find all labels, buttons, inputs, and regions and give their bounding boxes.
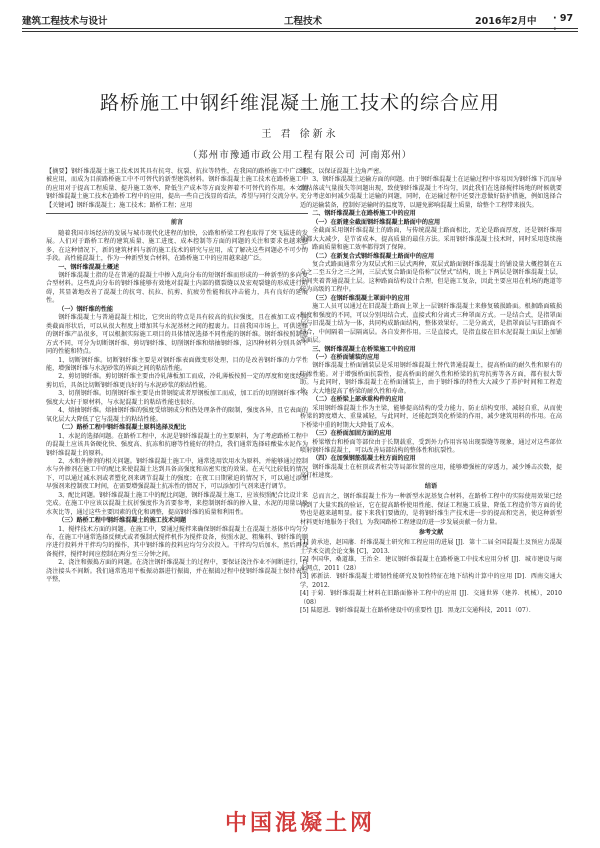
right-paragraph: （四）在加强钢筋混凝土柱方面的应用 — [312, 455, 416, 463]
left-paragraph: 2、水和外掺剂的相关问题。钢纤维混凝土施工中，通常选用饮用水为原料，并能够通过控制水与外掺剂在施工中的配比来使混凝土达到具备高强度和高密实度的效果。在天气比较低的情况下，可以通过减水剂或者塑化剂来调节混凝土的强度；在夜工日期紧迫的情况下，可以通过添加早强剂来控制夜工时间，在需要增强混凝土抗冻性的情况下，可以添加引气剂来进行调节。 — [46, 457, 308, 491]
left-paragraph: 2、浇注和振捣方面的问题。在浇注钢纤维混凝土的过程中，要保证浇注作业不间断进行，且浇注接头不间断。我们通常选用平板振动器进行振捣，并在振捣过程中使钢纤维混凝土保持表层平整， — [46, 559, 308, 584]
right-paragraph: [2] 李国华，桑道雄，王治全．建议钢纤维混凝土在路桥施工中技术应用分析 [J]．城市建设与商业网点，2011（28） — [300, 556, 562, 572]
right-paragraph: （二）在桥梁上部承重构件的应用 — [312, 396, 404, 404]
right-paragraph: 总而言之，钢纤维混凝土作为一种新型水泥基复合材料，在路桥工程中的实际使用效果已经得到了大量实践的验证，它在提高路桥使用性能、保证工程施工质量、降低工程造价等方面的优势也是越来越明显。接下来我们要做的，是将钢纤维生产技术进一步的提高和完善，使这种新型材料更好地服务于我们，为我国路桥工程建设的进一步发展贡献一份力量。 — [300, 493, 562, 526]
header-rule-thin — [22, 31, 578, 32]
right-paragraph: 二、钢纤维混凝土在路桥施工中的应用 — [312, 210, 416, 218]
left-paragraph: 1、搅拌技术方面的问题。在施工中，要通过搅拌来确保钢纤维混凝土在混凝土基体中均匀分布，在施工中通常选择反倾式或者强制式搅拌机作为搅拌设备，按照水泥、粗集料、钢纤维的顺序进行投料并干拌均匀的操作，其中钢纤维的投料应均匀分次投入。干拌均匀后加水，然后再设备搅拌，搅拌时间应控制在两分至三分钟之间。 — [46, 525, 308, 558]
right-column — [300, 168, 562, 616]
left-paragraph: 3、配比问题。钢纤维混凝土施工中的配比问题，钢纤维混凝土施工，应该按照配合比设计来完成。在施工中应该以混凝土抗折强度作为首要参考，来控制钢纤维的掺入量、水泥的用量以及水灰比等，通过这些主要因素的优化和调整，提高钢纤维的质量和利用性。 — [46, 491, 308, 516]
right-paragraph: （一）在新建全截面钢纤维混凝土路面中的应用 — [312, 218, 441, 226]
left-paragraph: 【关键词】钢纤维混凝土；施工技术；路桥工程；应用 — [46, 202, 308, 214]
right-paragraph: 三、钢纤维混凝土在桥梁施工中的应用 — [312, 345, 416, 353]
left-paragraph: 前言 — [170, 219, 184, 227]
left-paragraph: 随着我国市场经济的发展与城市现代化进程的加快，公路和桥梁工程也取得了突飞猛进的发展。人们对于路桥工程的建筑质量、施工进度、成本控制等方面的问题的关注和要求也越来越多，在这种情况下，新的建筑材料与新的施工技术的研究与应用，成了解决这些问题必不可少的手段。高性能混凝土，作为一种新型复合材料，在路桥施工中的应用越来越广泛。 — [46, 229, 308, 263]
left-paragraph: 1、切断钢纤维。切断钢纤维主要是对钢纤维表面做变形处理，目的是改善钢纤维的力学性能，增强钢纤维与水泥砂浆的界面之间的粘结性能。 — [46, 356, 308, 372]
affiliation-line: （郑州市豫通市政公用工程有限公司 河南郑州） — [187, 150, 413, 161]
right-paragraph: 施工人员可以通过在旧混凝土路面上罩上一层钢纤维混凝土来修复破损路面。根据路面破损程度和强度的不同，可以分别用结合式、直接式和分离式三种罩面方式。一是结合式，是指罩面层与旧混凝土结为一体，共同构成路面结构，整体效果好。二是分离式，是指罩面层与旧路面不结合，中间隔着一层隔离层。各自发挥作用。三是直接式，是指直接在旧水泥混凝土面层上加铺罩面层。 — [300, 303, 562, 345]
right-paragraph: [3] 郭新法．钢纤维混凝土增韧性能研究及韧性特征在地下结构计算中的应用 [D]．西南交通大学，2012. — [300, 573, 562, 589]
left-paragraph: 1、水泥的选择问题。在路桥工程中，水泥是钢纤维混凝土的主要原料，为了考虑路桥工程中的混凝土应该具备硬化快、强度高、抗冻和抗磨等性能好的特点，我们通常选择硅酸盐水泥作为钢纤维混凝土的原料。 — [46, 432, 308, 457]
left-paragraph: 钢纤维混凝土与普通混凝土相比，它突出的特点是具有较高的抗拉强度，且在被加工成不同类截面形状后，可以从很大程度上增加其与水泥基材之间的握裹力。目前我国市场上，可供选择的钢纤维产品很多，可以根据实际施工项目的具体情况选择不同性能的钢纤维。钢纤维按照制造方式不同，可分为切断钢纤维、剪切钢纤维、切削钢纤维和熔抽钢纤维，这四种材料分别具备不同的性能和特点。 — [46, 314, 308, 356]
right-paragraph: [4] 于菊．钢纤维混凝土材料在旧路面修补工程中的应用 [J]．交通世界（建养．机械），2010（08） — [300, 590, 562, 606]
author-line: 王 君 徐新永 — [261, 129, 339, 140]
page-number: · 97 · — [553, 13, 574, 35]
watermark-text: 中国混凝土网 — [224, 811, 375, 836]
right-paragraph: 排浆，以保证混凝土边角严密。 — [300, 168, 386, 175]
left-paragraph: 4、熔抽钢纤维。熔抽钢纤维的强度受熔钢成分和热处理条件的限制，强度各异，且它表面的氧化层大大降低了它与混凝土的粘结性能。 — [46, 407, 308, 423]
journal-name: 建筑工程技术与设计 — [22, 16, 108, 27]
article-title: 路桥施工中钢纤维混凝土施工技术的综合应用 — [99, 92, 500, 114]
left-paragraph: （三）路桥工程中钢纤维混凝土的施工技术问题 — [58, 517, 187, 525]
left-paragraph: 【摘要】钢纤维混凝土施工技术因其具有抗弯、抗裂、抗拉等特性，在我国的路桥施工中广泛地被应用，而成为目前路桥施工中不可替代的新型建筑材料。钢纤维混凝土施工技术在路桥施工中的应用对于提高工程质量、提升施工效率、降低生产成本等方面发挥着不可替代的作用。本文就钢纤维混凝土施工技术在路桥工程中的应用，提出一些自己浅显的看法，希望与同行交流分享。 — [46, 168, 308, 201]
header-rule — [22, 28, 578, 29]
right-paragraph: [5] 陆愿恩．钢纤维混凝土在路桥建设中的重要性 [J]．黑龙江交通科技，2011（07）． — [300, 607, 535, 615]
issue-date: 2016年2月中 — [475, 16, 537, 27]
right-paragraph: （三）在桥面加固方面的应用 — [312, 430, 392, 438]
right-paragraph: [1] 黄承逵，赵国藩．纤维混凝土研究和工程应用的进展 [J]．第十二届全国混凝土及预应力混凝土学术交流会论文集 [C]，2013. — [300, 539, 562, 555]
right-paragraph: （二）在新复合式钢纤维混凝土路面中的应用 — [312, 252, 435, 260]
left-column — [46, 168, 308, 585]
left-paragraph: 2、剪切钢纤维。剪切钢纤维主要由冷轧薄板加工而成，冷轧薄板按照一定的厚度和宽度经过剪切后，具备比切断钢纤维更良好的与水泥砂浆的粘结性能。 — [46, 373, 308, 389]
right-paragraph: 采用钢纤维混凝土作为主梁，能够提高结构的受力能力，防止结构变形，减轻自重，从而使桥梁的跨度增大、重量减轻，与此同时，还能起到美化桥梁的作用，减少建筑用料的作用。在高下桥梁中重的时期大大降低了成本。 — [300, 404, 562, 429]
left-paragraph: 钢纤维混凝土指的是在普通的混凝土中掺入乱向分布的短钢纤维而形成的一种新型的多向复合型材料。这些乱向分布的钢纤维能够有效地对混凝土内部的微裂缝以及宏观裂缝的形成进行阻碍，其显著地改善了混凝土的抗弯、抗拉、抗剪、抗疲劳性能和抗冲击能力，具有良好的延展性。 — [46, 271, 308, 305]
left-paragraph: （一）钢纤维的性能 — [58, 305, 114, 313]
right-paragraph: （一）在桥面铺装的应用 — [312, 353, 380, 361]
running-header — [22, 8, 578, 35]
right-paragraph: 钢纤维混凝土在桩顶或者桩尖等局部位置的应用，能够增强桩的穿透力，减少锤击次数，提高打桩速度。 — [300, 463, 562, 480]
right-paragraph: 3、钢纤维混凝土运输方面的问题。由于钢纤维混凝土在运输过程中容易因为钢纤维下沉而导致粘落或气量损失等问题出现，致使钢纤维混凝土不均匀，因此我们在选择搅拌场地的时候就要充分考虑如何减少混凝土运输的问题，同时，在运输过程中还要注意做好防护措施，例如选择合适的运输装备，控制好运输时的温度等，以避免影响混凝土质量，给整个工程带来损失。 — [300, 176, 562, 209]
right-paragraph: 钢纤维混凝土桥面铺装层是采用钢纤维混凝土替代普通混凝土，提高桥面的耐久性和原有的防渗性能。对于增强桥面抗裂性，提高桥面的耐久性和桥梁的抗弯抗剪等各方面，都有很大帮助。与此同时，钢纤维混凝土在桥面铺装上，由于钢纤维的特性大大减少了养护时间和工程造价，大大地提高了桥梁的耐久性和寿命。 — [300, 362, 562, 395]
section-name: 工程技术 — [284, 16, 323, 27]
right-paragraph: 参考文献 — [418, 529, 444, 537]
right-paragraph: 全截面采用钢纤维混凝土的路面，与传统混凝土路面相比，无论是路面厚度，还是钢纤维用量都大大减少，是节省成本，提高质量的最佳方法。采用钢纤维混凝土技术时，同时采用连续施工，路面质量和施工效率都得到了保障。 — [300, 227, 562, 252]
right-paragraph: 结语 — [424, 482, 438, 490]
left-paragraph: 3、切削钢纤维。切削钢纤维主要是由普钢锭或者厚钢板加工而成，加工后的切削钢纤维不仅强度大大好于原材料，与水泥混凝土的粘结性能也很好。 — [46, 390, 308, 406]
right-paragraph: 复合式路面通常分为双层式和三层式两种，双层式路面钢纤维混凝土的铺设量大概控制在五分之二至五分之三之间，三层式复合路面是俗称“汉堡式”结构，既上下两层是钢纤维混凝土层，中间夹着普通混凝土层。这种路面结构设计合理，但是施工复杂，因此主要应用在机场的跑道等较为高级的工程中。 — [300, 260, 562, 294]
right-paragraph: （三）在钢纤维混凝土罩面中的应用 — [312, 294, 410, 302]
right-paragraph: 桥梁墩台和桥面等部位由于长期载重，受到外力作用容易出现裂缝等现象，通过对这些部位喷射钢纤维混凝土，可以改善局部结构的整体性和抗裂性。 — [300, 438, 562, 454]
left-paragraph: 一、钢纤维混凝土概述 — [58, 263, 120, 271]
left-paragraph: （二）路桥工程中钢纤维混凝土原料选择及配比 — [58, 424, 187, 432]
